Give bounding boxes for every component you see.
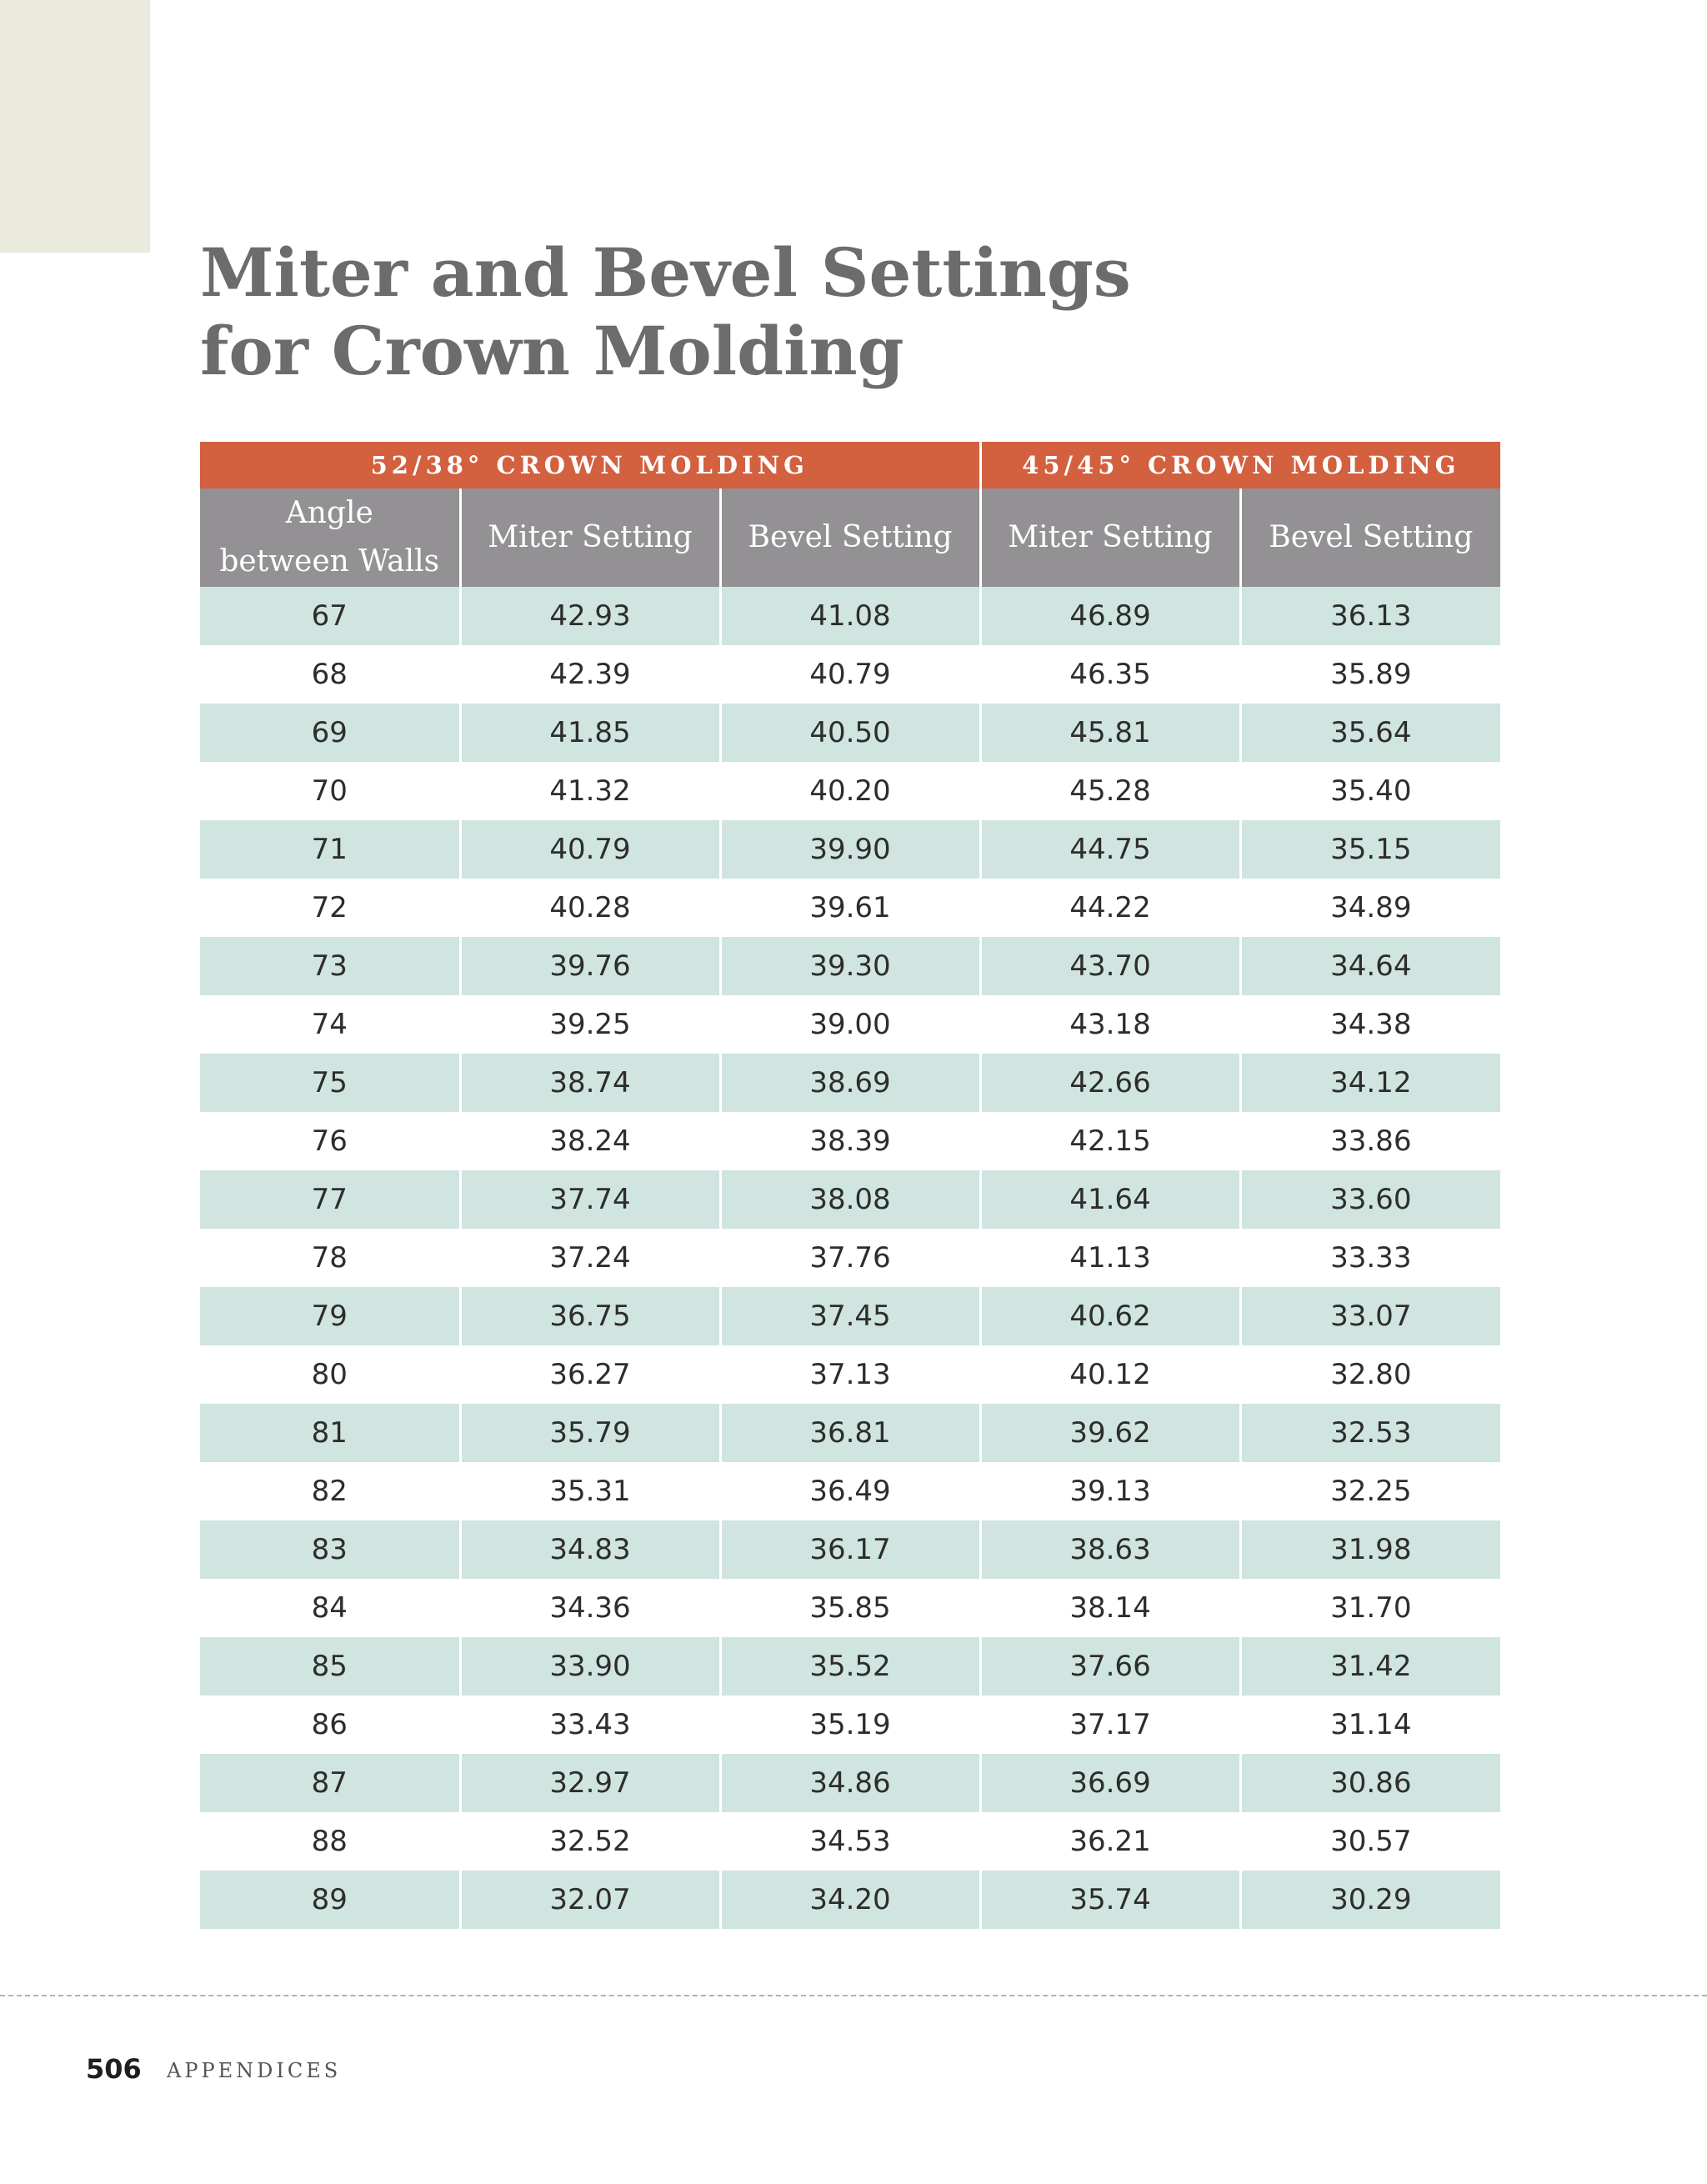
cell-miter-52-38: 32.07 — [460, 1871, 720, 1929]
column-header-miter-52-38: Miter Setting — [460, 488, 720, 587]
table-row — [200, 1754, 1500, 1812]
cell-bevel-45-45: 35.40 — [1240, 762, 1500, 820]
cell-miter-45-45: 42.66 — [980, 1054, 1240, 1112]
group-header-row — [200, 442, 1500, 488]
cell-miter-52-38: 39.25 — [460, 995, 720, 1054]
cell-bevel-45-45: 31.14 — [1240, 1696, 1500, 1754]
cell-bevel-52-38: 39.61 — [720, 879, 980, 937]
cell-bevel-45-45: 35.15 — [1240, 820, 1500, 879]
cell-miter-45-45: 45.81 — [980, 704, 1240, 762]
cell-bevel-52-38: 37.45 — [720, 1287, 980, 1345]
column-header-angle-line-1: Angle — [285, 496, 373, 530]
table-row — [200, 1345, 1500, 1404]
cell-bevel-45-45: 31.42 — [1240, 1637, 1500, 1696]
cell-miter-45-45: 44.75 — [980, 820, 1240, 879]
cell-bevel-52-38: 36.49 — [720, 1462, 980, 1520]
cell-angle: 74 — [200, 995, 460, 1054]
cell-angle: 88 — [200, 1812, 460, 1871]
table-row — [200, 704, 1500, 762]
cell-angle: 71 — [200, 820, 460, 879]
cell-angle: 76 — [200, 1112, 460, 1170]
cell-miter-52-38: 37.24 — [460, 1229, 720, 1287]
cell-miter-52-38: 38.24 — [460, 1112, 720, 1170]
cell-bevel-45-45: 34.38 — [1240, 995, 1500, 1054]
cell-miter-45-45: 43.18 — [980, 995, 1240, 1054]
cell-miter-45-45: 43.70 — [980, 937, 1240, 995]
cell-bevel-52-38: 40.50 — [720, 704, 980, 762]
cell-miter-45-45: 40.12 — [980, 1345, 1240, 1404]
cell-miter-45-45: 39.13 — [980, 1462, 1240, 1520]
column-header-angle — [200, 488, 460, 587]
table-body — [200, 587, 1500, 1929]
cell-miter-52-38: 36.27 — [460, 1345, 720, 1404]
table-row — [200, 937, 1500, 995]
cell-bevel-45-45: 34.12 — [1240, 1054, 1500, 1112]
cell-miter-52-38: 36.75 — [460, 1287, 720, 1345]
table-row — [200, 1170, 1500, 1229]
cell-bevel-45-45: 32.80 — [1240, 1345, 1500, 1404]
cell-angle: 75 — [200, 1054, 460, 1112]
cell-bevel-52-38: 37.76 — [720, 1229, 980, 1287]
cell-bevel-45-45: 32.25 — [1240, 1462, 1500, 1520]
group-header-52-38: 52/38° CROWN MOLDING — [200, 442, 980, 488]
cell-bevel-45-45: 33.60 — [1240, 1170, 1500, 1229]
cell-angle: 82 — [200, 1462, 460, 1520]
table-row — [200, 1404, 1500, 1462]
page-title — [200, 233, 1131, 390]
cell-miter-45-45: 39.62 — [980, 1404, 1240, 1462]
cell-angle: 69 — [200, 704, 460, 762]
cell-miter-52-38: 41.32 — [460, 762, 720, 820]
cell-bevel-45-45: 32.53 — [1240, 1404, 1500, 1462]
cell-miter-52-38: 33.90 — [460, 1637, 720, 1696]
cell-bevel-52-38: 39.00 — [720, 995, 980, 1054]
page-number: 506 — [86, 2053, 142, 2085]
table-row — [200, 762, 1500, 820]
column-header-bevel-52-38: Bevel Setting — [720, 488, 980, 587]
cell-angle: 87 — [200, 1754, 460, 1812]
cell-bevel-45-45: 33.07 — [1240, 1287, 1500, 1345]
cell-miter-52-38: 41.85 — [460, 704, 720, 762]
table-row — [200, 995, 1500, 1054]
cell-angle: 79 — [200, 1287, 460, 1345]
cell-bevel-45-45: 30.86 — [1240, 1754, 1500, 1812]
cell-bevel-52-38: 34.53 — [720, 1812, 980, 1871]
cell-bevel-45-45: 31.98 — [1240, 1520, 1500, 1579]
cell-angle: 72 — [200, 879, 460, 937]
cell-angle: 78 — [200, 1229, 460, 1287]
cell-miter-45-45: 36.69 — [980, 1754, 1240, 1812]
cell-bevel-45-45: 35.64 — [1240, 704, 1500, 762]
cell-bevel-45-45: 34.64 — [1240, 937, 1500, 995]
cell-angle: 83 — [200, 1520, 460, 1579]
cell-miter-52-38: 42.39 — [460, 645, 720, 704]
cell-miter-45-45: 41.64 — [980, 1170, 1240, 1229]
cell-bevel-52-38: 35.19 — [720, 1696, 980, 1754]
section-name: APPENDICES — [167, 2059, 342, 2082]
cell-angle: 68 — [200, 645, 460, 704]
footer-divider — [0, 1995, 1707, 1996]
cell-miter-52-38: 39.76 — [460, 937, 720, 995]
cell-bevel-52-38: 40.20 — [720, 762, 980, 820]
cell-miter-52-38: 33.43 — [460, 1696, 720, 1754]
cell-bevel-52-38: 36.17 — [720, 1520, 980, 1579]
cell-bevel-52-38: 35.85 — [720, 1579, 980, 1637]
cell-miter-45-45: 37.17 — [980, 1696, 1240, 1754]
corner-decoration — [0, 0, 150, 253]
cell-miter-45-45: 38.14 — [980, 1579, 1240, 1637]
table-row — [200, 820, 1500, 879]
column-header-miter-45-45: Miter Setting — [980, 488, 1240, 587]
cell-miter-52-38: 35.79 — [460, 1404, 720, 1462]
cell-angle: 80 — [200, 1345, 460, 1404]
cell-bevel-52-38: 38.39 — [720, 1112, 980, 1170]
cell-angle: 86 — [200, 1696, 460, 1754]
table-row — [200, 1812, 1500, 1871]
cell-angle: 81 — [200, 1404, 460, 1462]
page-title-line-2: for Crown Molding — [200, 312, 904, 390]
cell-bevel-45-45: 35.89 — [1240, 645, 1500, 704]
table-row — [200, 1287, 1500, 1345]
cell-miter-45-45: 40.62 — [980, 1287, 1240, 1345]
cell-bevel-52-38: 38.08 — [720, 1170, 980, 1229]
table-row — [200, 1637, 1500, 1696]
cell-miter-45-45: 46.89 — [980, 587, 1240, 645]
cell-bevel-45-45: 36.13 — [1240, 587, 1500, 645]
table-row — [200, 1112, 1500, 1170]
cell-bevel-52-38: 36.81 — [720, 1404, 980, 1462]
table-row — [200, 1871, 1500, 1929]
cell-bevel-52-38: 34.20 — [720, 1871, 980, 1929]
cell-angle: 67 — [200, 587, 460, 645]
group-header-45-45: 45/45° CROWN MOLDING — [980, 442, 1500, 488]
cell-miter-52-38: 34.36 — [460, 1579, 720, 1637]
cell-bevel-45-45: 31.70 — [1240, 1579, 1500, 1637]
table-row — [200, 879, 1500, 937]
cell-bevel-52-38: 34.86 — [720, 1754, 980, 1812]
cell-miter-45-45: 41.13 — [980, 1229, 1240, 1287]
cell-angle: 84 — [200, 1579, 460, 1637]
table-row — [200, 645, 1500, 704]
cell-miter-52-38: 37.74 — [460, 1170, 720, 1229]
cell-bevel-45-45: 30.57 — [1240, 1812, 1500, 1871]
table-row — [200, 1696, 1500, 1754]
column-header-row — [200, 488, 1500, 587]
crown-molding-settings-table — [200, 442, 1500, 1929]
cell-miter-45-45: 44.22 — [980, 879, 1240, 937]
table-row — [200, 1579, 1500, 1637]
cell-bevel-52-38: 37.13 — [720, 1345, 980, 1404]
cell-angle: 73 — [200, 937, 460, 995]
cell-bevel-52-38: 41.08 — [720, 587, 980, 645]
cell-miter-52-38: 40.28 — [460, 879, 720, 937]
cell-miter-52-38: 35.31 — [460, 1462, 720, 1520]
cell-miter-45-45: 37.66 — [980, 1637, 1240, 1696]
cell-bevel-52-38: 38.69 — [720, 1054, 980, 1112]
table-row — [200, 1229, 1500, 1287]
cell-bevel-45-45: 34.89 — [1240, 879, 1500, 937]
table-row — [200, 587, 1500, 645]
cell-miter-45-45: 35.74 — [980, 1871, 1240, 1929]
cell-miter-45-45: 42.15 — [980, 1112, 1240, 1170]
cell-bevel-52-38: 39.90 — [720, 820, 980, 879]
column-header-angle-line-2: between Walls — [219, 544, 440, 579]
cell-bevel-52-38: 40.79 — [720, 645, 980, 704]
cell-angle: 70 — [200, 762, 460, 820]
cell-miter-52-38: 40.79 — [460, 820, 720, 879]
cell-bevel-45-45: 33.33 — [1240, 1229, 1500, 1287]
table-row — [200, 1054, 1500, 1112]
cell-miter-45-45: 38.63 — [980, 1520, 1240, 1579]
table-row — [200, 1462, 1500, 1520]
cell-bevel-52-38: 39.30 — [720, 937, 980, 995]
cell-miter-52-38: 34.83 — [460, 1520, 720, 1579]
cell-angle: 77 — [200, 1170, 460, 1229]
cell-miter-52-38: 32.52 — [460, 1812, 720, 1871]
cell-bevel-52-38: 35.52 — [720, 1637, 980, 1696]
cell-miter-45-45: 46.35 — [980, 645, 1240, 704]
cell-angle: 85 — [200, 1637, 460, 1696]
cell-angle: 89 — [200, 1871, 460, 1929]
cell-miter-52-38: 32.97 — [460, 1754, 720, 1812]
cell-miter-45-45: 36.21 — [980, 1812, 1240, 1871]
cell-bevel-45-45: 30.29 — [1240, 1871, 1500, 1929]
table-row — [200, 1520, 1500, 1579]
cell-miter-45-45: 45.28 — [980, 762, 1240, 820]
page-title-line-1: Miter and Bevel Settings — [200, 233, 1131, 312]
cell-miter-52-38: 42.93 — [460, 587, 720, 645]
cell-bevel-45-45: 33.86 — [1240, 1112, 1500, 1170]
column-header-bevel-45-45: Bevel Setting — [1240, 488, 1500, 587]
cell-miter-52-38: 38.74 — [460, 1054, 720, 1112]
